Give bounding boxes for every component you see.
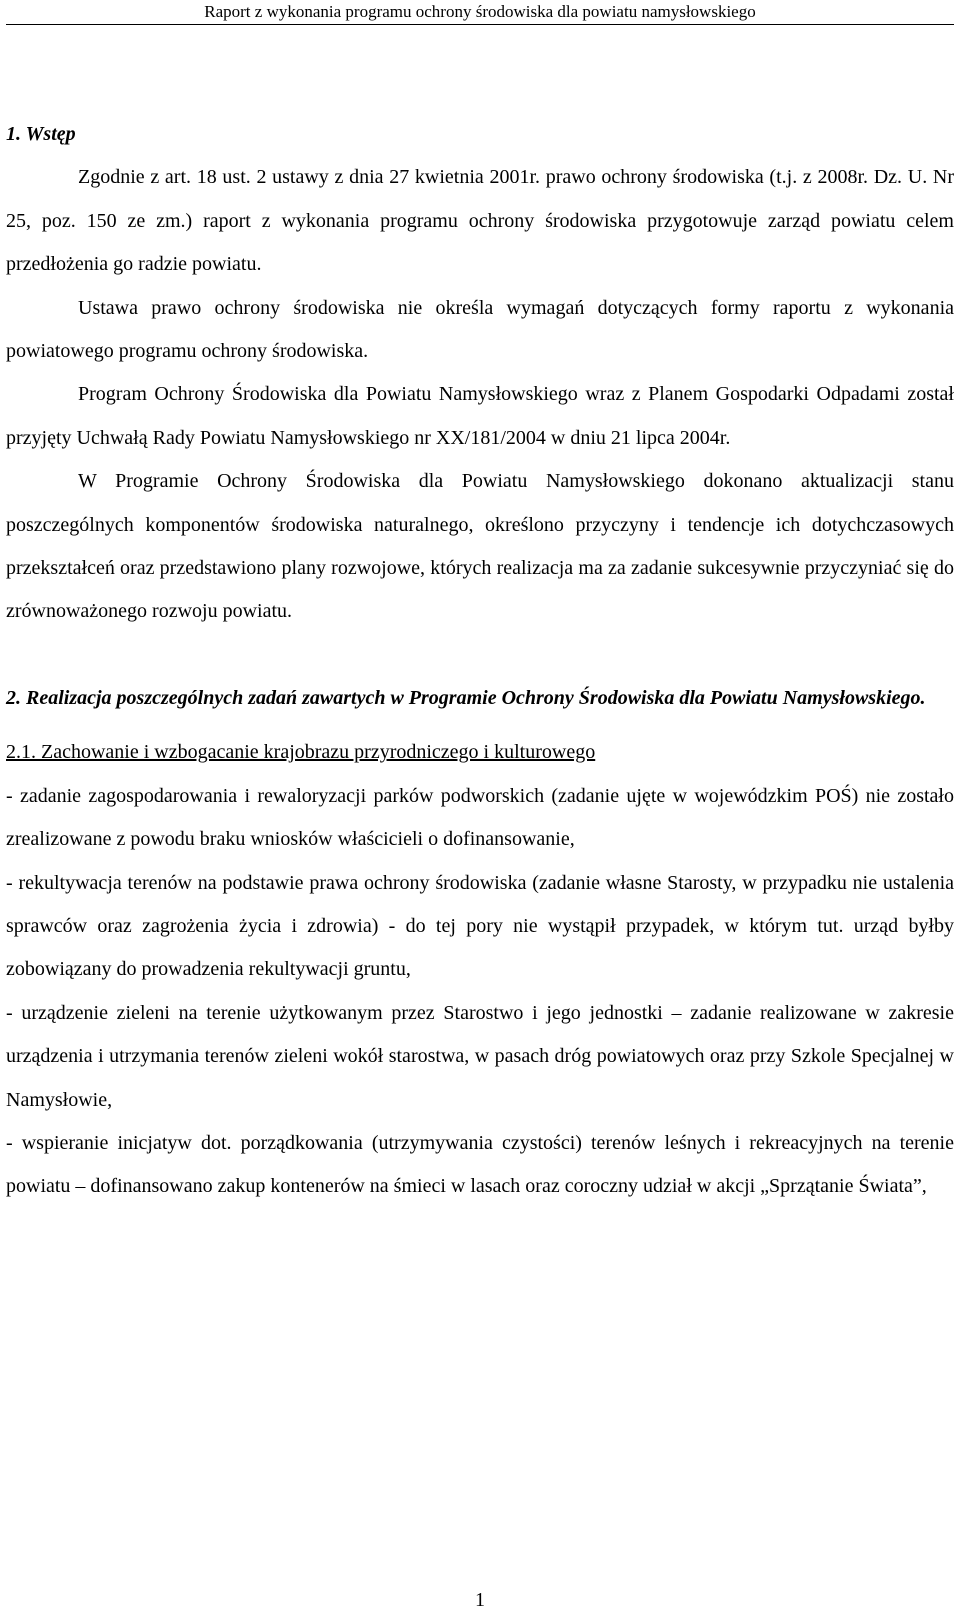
list-item: - wspieranie inicjatyw dot. porządkowania (utrzymywania czystości) terenów leśnych i rekreacyjnych na terenie powiatu – dofinansowano zakup kontenerów na śmieci w lasach oraz coroczny udział w akcji „Sprzątanie Świata”, bbox=[6, 1131, 954, 1198]
section-gap bbox=[6, 634, 954, 677]
document-body bbox=[6, 113, 954, 1209]
running-header-title: Raport z wykonania programu ochrony środowiska dla powiatu namysłowskiego bbox=[204, 2, 756, 21]
section-2-heading: 2. Realizacja poszczególnych zadań zawartych w Programie Ochrony Środowiska dla Powiatu Namysłowskiego. bbox=[6, 686, 926, 709]
section-1-heading: 1. Wstęp bbox=[6, 123, 76, 145]
running-header bbox=[6, 0, 954, 25]
page-number: 1 bbox=[475, 1589, 485, 1611]
subsection-2-1-heading: 2.1. Zachowanie i wzbogacanie krajobrazu przyrodniczego i kulturowego bbox=[6, 741, 596, 764]
list-item: - rekultywacja terenów na podstawie prawa ochrony środowiska (zadanie własne Starosty, w przypadku nie ustalenia sprawców oraz zagrożenia życia i zdrowia) - do tej pory nie wystąpił przypadek, w którym tut. urząd byłby zobowiązany do prowadzenia rekultywacji gruntu, bbox=[6, 871, 954, 981]
paragraph-legal-basis: Zgodnie z art. 18 ust. 2 ustawy z dnia 27 kwietnia 2001r. prawo ochrony środowiska (t.j. z 2008r. Dz. U. Nr 25, poz. 150 ze zm.) raport z wykonania programu ochrony środowiska przygotowuje zarząd powiatu celem przedłożenia go radzie powiatu. bbox=[6, 166, 954, 276]
paragraph-program-adoption: Program Ochrony Środowiska dla Powiatu Namysłowskiego wraz z Planem Gospodarki Odpadami został przyjęty Uchwałą Rady Powiatu Namysłowskiego nr XX/181/2004 w dniu 21 lipca 2004r. bbox=[6, 383, 954, 449]
paragraph-act-requirements: Ustawa prawo ochrony środowiska nie określa wymagań dotyczących formy raportu z wykonania powiatowego programu ochrony środowiska. bbox=[6, 296, 954, 363]
list-item: - urządzenie zieleni na terenie użytkowanym przez Starostwo i jego jednostki – zadanie realizowane w zakresie urządzenia i utrzymania terenów zieleni wokół starostwa, w pasach dróg powiatowych oraz przy Szkole Specjalnej w Namysłowie, bbox=[6, 1001, 954, 1111]
list-item: - zadanie zagospodarowania i rewaloryzacji parków podworskich (zadanie ujęte w wojewódzkim POŚ) nie zostało zrealizowane z powodu braku wniosków właścicieli o dofinansowanie, bbox=[6, 784, 954, 851]
paragraph-program-scope: W Programie Ochrony Środowiska dla Powiatu Namysłowskiego dokonano aktualizacji stanu poszczególnych komponentów środowiska naturalnego, określono przyczyny i tendencje ich dotychczasowych przekształceń oraz przedstawiono plany rozwojowe, których realizacja ma za zadanie sukcesywnie przyczyniać się do zrównoważonego rozwoju powiatu. bbox=[6, 470, 954, 623]
subsection-gap bbox=[6, 720, 954, 731]
